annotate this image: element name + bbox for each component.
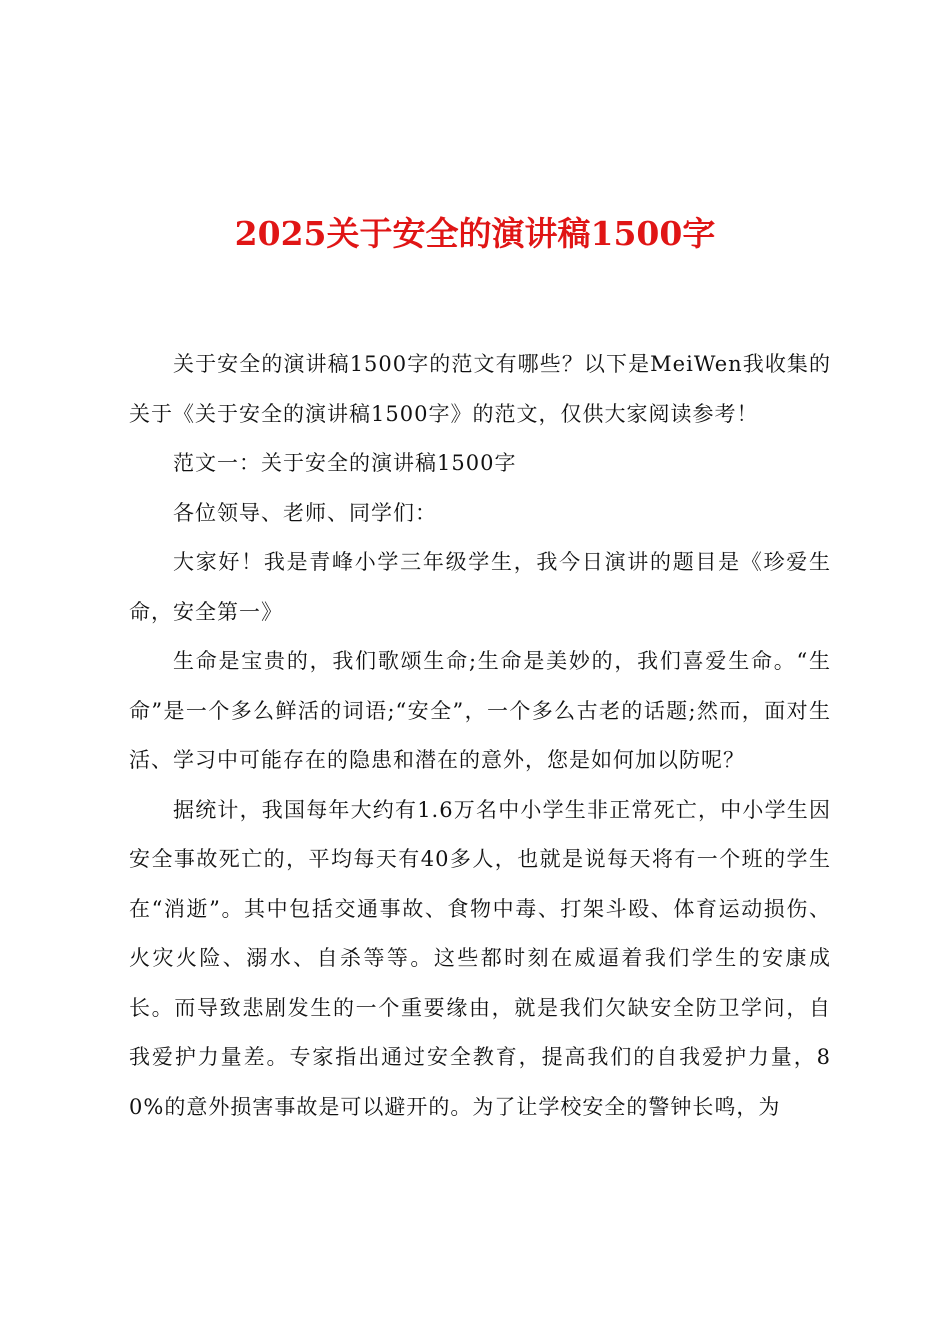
paragraph-sample-heading: 范文一：关于安全的演讲稿1500字	[173, 451, 517, 475]
paragraph-statistics: 据统计，我国每年大约有1.6万名中小学生非正常死亡，中小学生因安全事故死亡的，平均每天有40多人，也就是说每天将有一个班的学生在“消逝”。其中包括交通事故、食物中毒、打架斗殴、体育运动损伤、火灾火险、溺水、自杀等等。这些都时刻在威逼着我们学生的安康成长。而导致悲剧发生的一个重要缘由，就是我们欠缺安全防卫学问，自我爱护力量差。专家指出通过安全教育，提高我们的自我爱护力量，80%的意外损害事故是可以避开的。为了让学校安全的警钟长鸣，为	[129, 797, 831, 1119]
paragraph-life: 生命是宝贵的，我们歌颂生命;生命是美妙的，我们喜爱生命。“生命”是一个多么鲜活的词语;“安全”，一个多么古老的话题;然而，面对生活、学习中可能存在的隐患和潜在的意外，您是如何加以防呢？	[129, 649, 831, 772]
paragraph-salutation: 各位领导、老师、同学们：	[173, 500, 437, 525]
paragraph-intro: 关于安全的演讲稿1500字的范文有哪些？以下是MeiWen我收集的关于《关于安全的演讲稿1500字》的范文，仅供大家阅读参考！	[129, 352, 831, 426]
paragraph-greeting: 大家好！我是青峰小学三年级学生，我今日演讲的题目是《珍爱生命，安全第一》	[129, 550, 831, 624]
document-title: 2025关于安全的演讲稿1500字	[234, 214, 716, 253]
document-body	[129, 340, 831, 1132]
